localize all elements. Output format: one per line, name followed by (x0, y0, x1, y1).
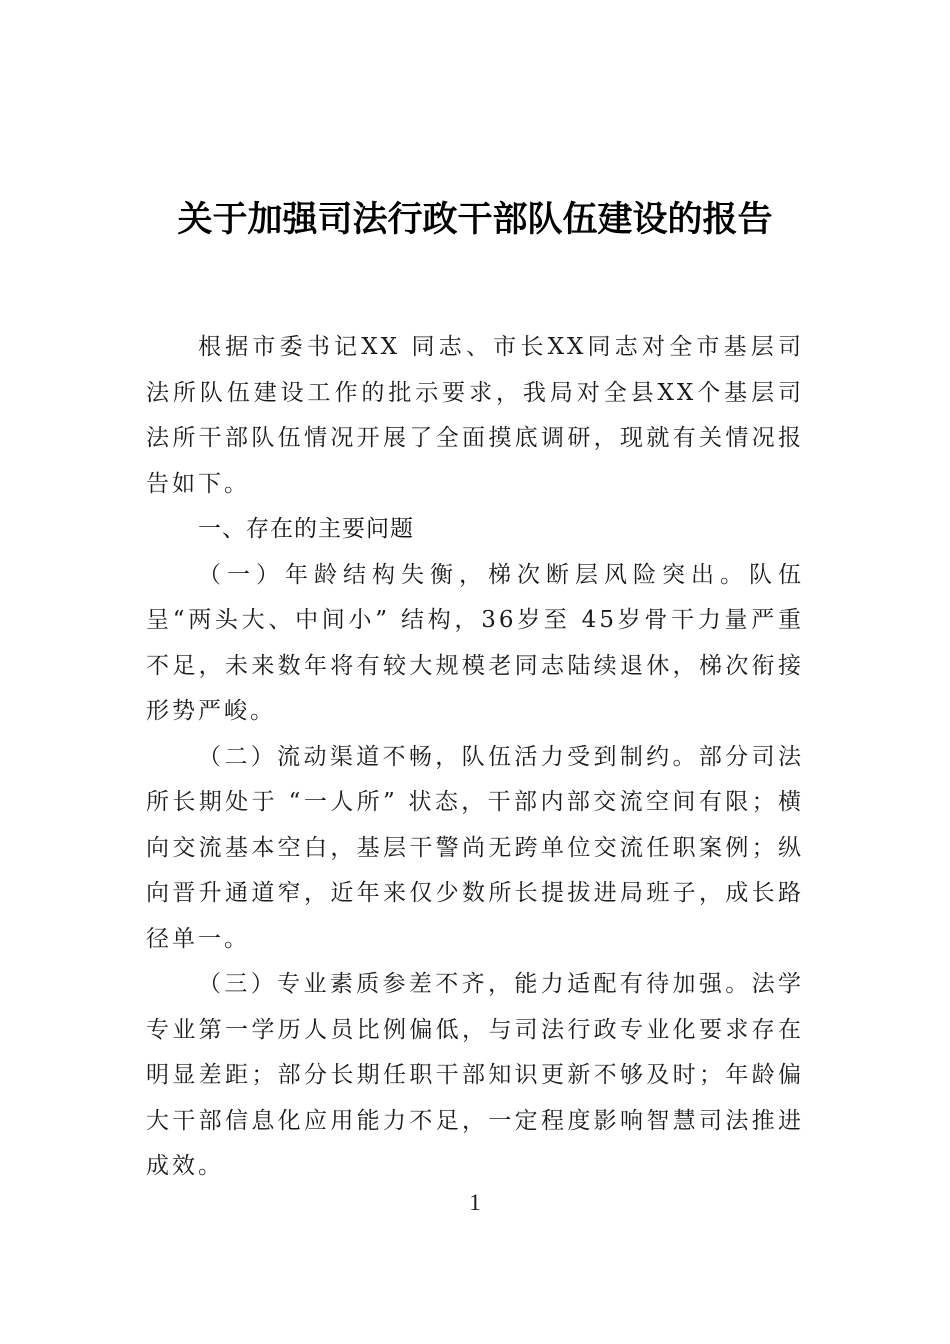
item-text-3: 法学专业第一学历人员比例偏低，与司法行政专业化要求存在明显差距；部分长期任职干部知识更新不够及时；年龄偏大干部信息化应用能力不足，一定程度影响智慧司法推进成效。 (146, 971, 805, 1179)
page-number: 1 (469, 1190, 481, 1215)
item-paragraph-2 (146, 735, 804, 963)
item-paragraph-3 (146, 962, 804, 1190)
intro-paragraph: 根据市委书记XX 同志、市长XX同志对全市基层司法所队伍建设工作的批示要求，我局对全县XX个基层司法所干部队伍情况开展了全面摸底调研，现就有关情况报告如下。 (146, 334, 804, 497)
item-paragraph-1 (146, 553, 804, 735)
section-heading: 一、存在的主要问题 (198, 516, 414, 542)
item-lead-3: （三）专业素质参差不齐，能力适配有待加强。 (198, 971, 752, 997)
item-text-2: 部分司法所长期处于 “一人所” 状态，干部内部交流空间有限；横向交流基本空白，基层干警尚无跨单位交流任职案例；纵向晋升通道窄，近年来仅少数所长提拔进局班子，成长路径单一。 (146, 743, 805, 952)
document-body (146, 325, 804, 1190)
item-lead-1: （一）年龄结构失衡，梯次断层风险突出。 (198, 561, 749, 588)
item-text-1: 队伍呈“两头大、中间小” 结构，36岁至 45岁骨干力量严重不足，未来数年将有较大规模老同志陆续退休，梯次衔接形势严峻。 (146, 561, 804, 724)
item-lead-2: （二）流动渠道不畅，队伍活力受到制约。 (198, 743, 699, 770)
document-title: 关于加强司法行政干部队伍建设的报告 (177, 199, 773, 240)
